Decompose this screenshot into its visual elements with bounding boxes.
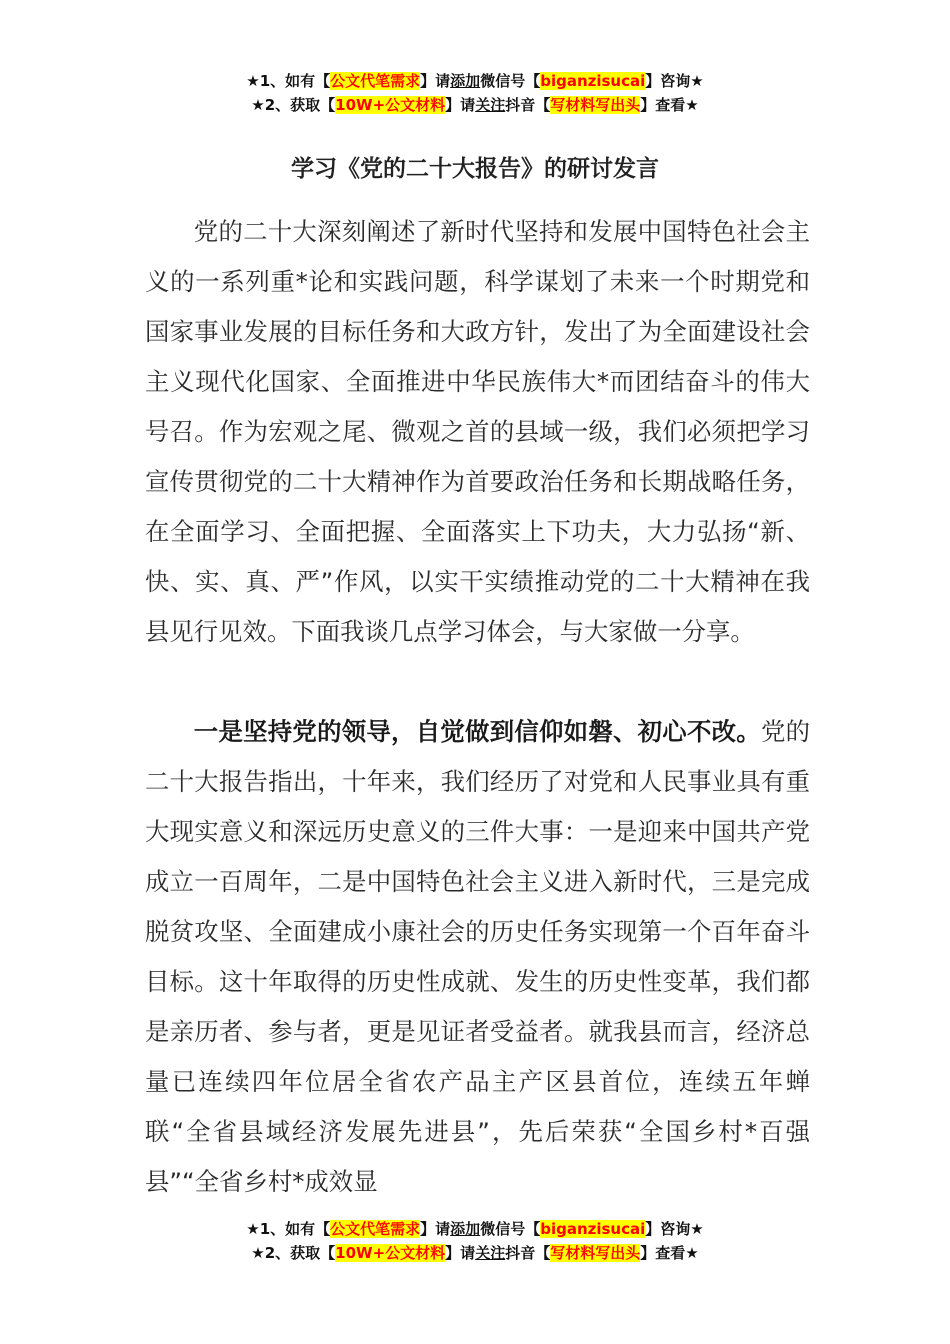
banner-text: 】请 — [420, 72, 451, 90]
highlight-service: 公文代笔需求 — [330, 1220, 421, 1238]
underlined-word: 添加 — [450, 72, 481, 90]
banner-text: 抖音【 — [505, 1244, 551, 1262]
paragraph-lead-bold: 一是坚持党的领导，自觉做到信仰如磐、初心不改。 — [193, 717, 761, 746]
highlight-wechat-id: biganzisucai — [540, 1220, 646, 1238]
highlight-service: 公文代笔需求 — [330, 72, 421, 90]
star-icon: ★ — [251, 96, 265, 114]
banner-line-2 — [0, 1241, 950, 1265]
footer-banner — [0, 1217, 950, 1265]
banner-text: 抖音【 — [505, 96, 551, 114]
star-icon: ★ — [690, 1220, 704, 1238]
paragraph-text: 党的二十大深刻阐述了新时代坚持和发展中国特色社会主义的一系列重*论和实践问题，科学谋划了未来一个时期党和国家事业发展的目标任务和大政方针，发出了为全面建设社会主义现代化国家、全面推进中华民族伟大*而团结奋斗的伟大号召。作为宏观之尾、微观之首的县域一级，我们必须把学习宣传贯彻党的二十大精神作为首要政治任务和长期战略任务，在全面学习、全面把握、全面落实上下功夫，大力弘扬“新、快、实、真、严”作风，以实干实绩推动党的二十大精神在我县见行见效。下面我谈几点学习体会，与大家做一分享。 — [145, 217, 810, 646]
banner-line-2 — [0, 93, 950, 117]
banner-text: 】请 — [445, 96, 476, 114]
paragraph-body: 党的二十大报告指出，十年来，我们经历了对党和人民事业具有重大现实意义和深远历史意义的三件大事：一是迎来中国共产党成立一百周年，二是中国特色社会主义进入新时代，三是完成脱贫攻坚、全面建成小康社会的历史任务实现第一个百年奋斗目标。这十年取得的历史性成就、发生的历史性变革，我们都是亲历者、参与者，更是见证者受益者。就我县而言，经济总量已连续四年位居全省农产品主产区县首位，连续五年蝉联“全省县域经济发展先进县”，先后荣获“全国乡村*百强县”“全省乡村*成效显 — [145, 717, 810, 1196]
highlight-materials: 10W+公文材料 — [335, 1244, 446, 1262]
banner-line-1 — [0, 1217, 950, 1241]
highlight-wechat-id: biganzisucai — [540, 72, 646, 90]
banner-text: 】咨询 — [645, 1220, 691, 1238]
banner-text: 】请 — [420, 1220, 451, 1238]
star-icon: ★ — [690, 72, 704, 90]
underlined-word: 关注 — [475, 96, 506, 114]
header-banner — [0, 69, 950, 117]
document-title: 学习《党的二十大报告》的研讨发言 — [291, 156, 659, 182]
banner-text: 1、如有【 — [259, 72, 331, 90]
highlight-materials: 10W+公文材料 — [335, 96, 446, 114]
banner-text: 微信号【 — [480, 1220, 541, 1238]
highlight-douyin-account: 写材料写出头 — [550, 96, 641, 114]
body-paragraph-1 — [145, 207, 810, 657]
star-icon: ★ — [685, 96, 699, 114]
underlined-word: 关注 — [475, 1244, 506, 1262]
banner-text: 1、如有【 — [259, 1220, 331, 1238]
paragraph-text — [145, 707, 810, 1207]
banner-line-1 — [0, 69, 950, 93]
underlined-word: 添加 — [450, 1220, 481, 1238]
star-icon: ★ — [251, 1244, 265, 1262]
banner-text: 】请 — [445, 1244, 476, 1262]
banner-text: 】查看 — [640, 96, 686, 114]
banner-text: 】咨询 — [645, 72, 691, 90]
banner-text: 微信号【 — [480, 72, 541, 90]
body-paragraph-2 — [145, 707, 810, 1207]
banner-text: 2、获取【 — [264, 1244, 336, 1262]
highlight-douyin-account: 写材料写出头 — [550, 1244, 641, 1262]
banner-text: 2、获取【 — [264, 96, 336, 114]
star-icon: ★ — [685, 1244, 699, 1262]
star-icon: ★ — [246, 1220, 260, 1238]
banner-text: 】查看 — [640, 1244, 686, 1262]
star-icon: ★ — [246, 72, 260, 90]
